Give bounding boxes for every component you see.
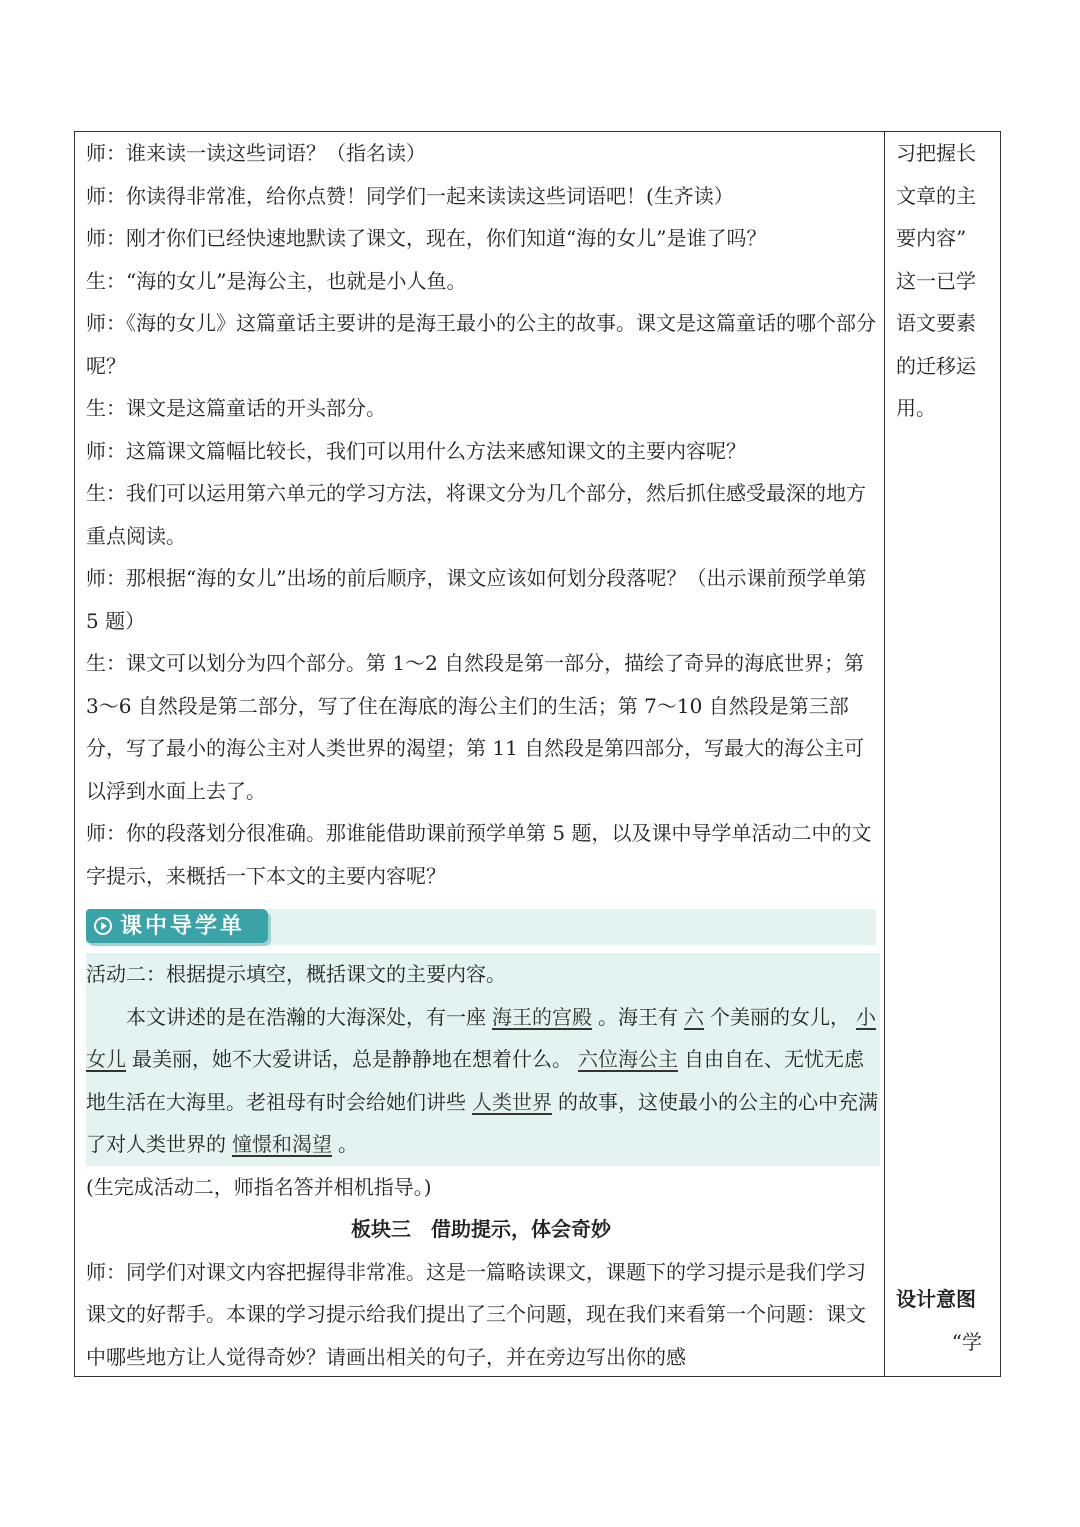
banner-tab: [86, 909, 268, 943]
side-line: 习把握长: [896, 141, 976, 165]
column-divider: [884, 131, 885, 1377]
play-circle-icon: [94, 917, 112, 935]
side-line: 的迁移运: [896, 353, 976, 378]
fill-blank: 小女儿: [86, 1004, 876, 1071]
fill-blank: 人类世界: [472, 1089, 552, 1114]
activity-text: 。: [338, 1132, 358, 1156]
fill-blank: 憧憬和渴望: [232, 1132, 332, 1156]
guide-sheet-banner: [86, 909, 876, 945]
design-note-column: [896, 132, 992, 430]
activity-text: 最美丽，她不大爱讲话，总是静静地在想着什么。: [132, 1047, 572, 1071]
section-heading: 板块三 借助提示，体会奇妙: [351, 1217, 611, 1241]
side-line: 文章的主: [896, 183, 976, 208]
activity-text: 本文讲述的是在浩瀚的大海深处，有一座: [126, 1004, 486, 1029]
side-line: 这一已学: [896, 268, 976, 293]
dialogue-line: 生：“海的女儿”是海公主，也就是小人鱼。: [86, 268, 467, 293]
activity-text: 的故事，这使最小的公主的心中充满了对人类世界的: [86, 1089, 878, 1156]
dialogue-line: 师：那根据“海的女儿”出场的前后顺序，课文应该如何划分段落呢？（出示课前预学单第 5 题）: [86, 566, 867, 633]
dialogue-line: 师：你读得非常准，给你点赞！同学们一起来读读这些词语吧！(生齐读）: [86, 183, 734, 208]
dialogue-line: 生：课文是这篇童话的开头部分。: [86, 396, 386, 420]
activity-text: 个美丽的女儿，: [710, 1004, 850, 1029]
activity-box: [86, 953, 880, 1166]
dialogue-line: 师：《海的女儿》这篇童话主要讲的是海王最小的公主的故事。课文是这篇童话的哪个部分呢？: [86, 311, 876, 378]
activity-note: (生完成活动二，师指名答并相机指导。): [86, 1174, 432, 1199]
design-intent-title: 设计意图: [896, 1287, 976, 1311]
dialogue-line: 师：你的段落划分很准确。那谁能借助课前预学单第 5 题，以及课中导学单活动二中的文字提示，来概括一下本文的主要内容呢？: [86, 821, 872, 888]
activity-text: 自由自在、无忧无虑地生活在大海里。老祖母有时会给她们讲些: [86, 1047, 864, 1114]
design-intent-text: “学: [951, 1329, 982, 1354]
dialogue-line: 生：课文可以划分为四个部分。第 1～2 自然段是第一部分，描绘了奇异的海底世界；第 3～6 自然段是第二部分，写了住在海底的海公主们的生活；第 7～10 自然段是第三部分，写了最小的海公主对人类世界的渴望；第 11 自然段是第四部分，写最大的海公主可以浮到水面上去了。: [86, 651, 865, 803]
banner-label: 课中导学单: [120, 913, 246, 939]
dialogue-line: 师：刚才你们已经快速地默读了课文，现在，你们知道“海的女儿”是谁了吗？: [86, 226, 767, 250]
activity-fill-text: [86, 996, 880, 1166]
fill-blank: 六位海公主: [578, 1047, 678, 1071]
dialogue-line: 生：我们可以运用第六单元的学习方法，将课文分为几个部分，然后抓住感受最深的地方重点阅读。: [86, 481, 866, 548]
design-intent: [896, 1278, 992, 1363]
activity-title: 活动二：根据提示填空，概括课文的主要内容。: [86, 962, 506, 986]
main-column: [86, 132, 876, 1378]
side-line: 用。: [896, 396, 936, 420]
activity-text: 。海王有: [598, 1004, 678, 1029]
fill-blank: 海王的宫殿: [492, 1004, 592, 1029]
dialogue-line: 师：同学们对课文内容把握得非常准。这是一篇略读课文，课题下的学习提示是我们学习课文的好帮手。本课的学习提示给我们提出了三个问题，现在我们来看第一个问题：课文中哪些地方让人觉得奇妙？请画出相关的句子，并在旁边写出你的感: [86, 1259, 866, 1369]
dialogue-line: 师：谁来读一读这些词语？（指名读）: [86, 141, 426, 165]
side-line: 要内容”: [896, 226, 967, 250]
fill-blank: 六: [684, 1004, 704, 1029]
side-line: 语文要素: [896, 311, 976, 335]
dialogue-line: 师：这篇课文篇幅比较长，我们可以用什么方法来感知课文的主要内容呢？: [86, 438, 746, 463]
